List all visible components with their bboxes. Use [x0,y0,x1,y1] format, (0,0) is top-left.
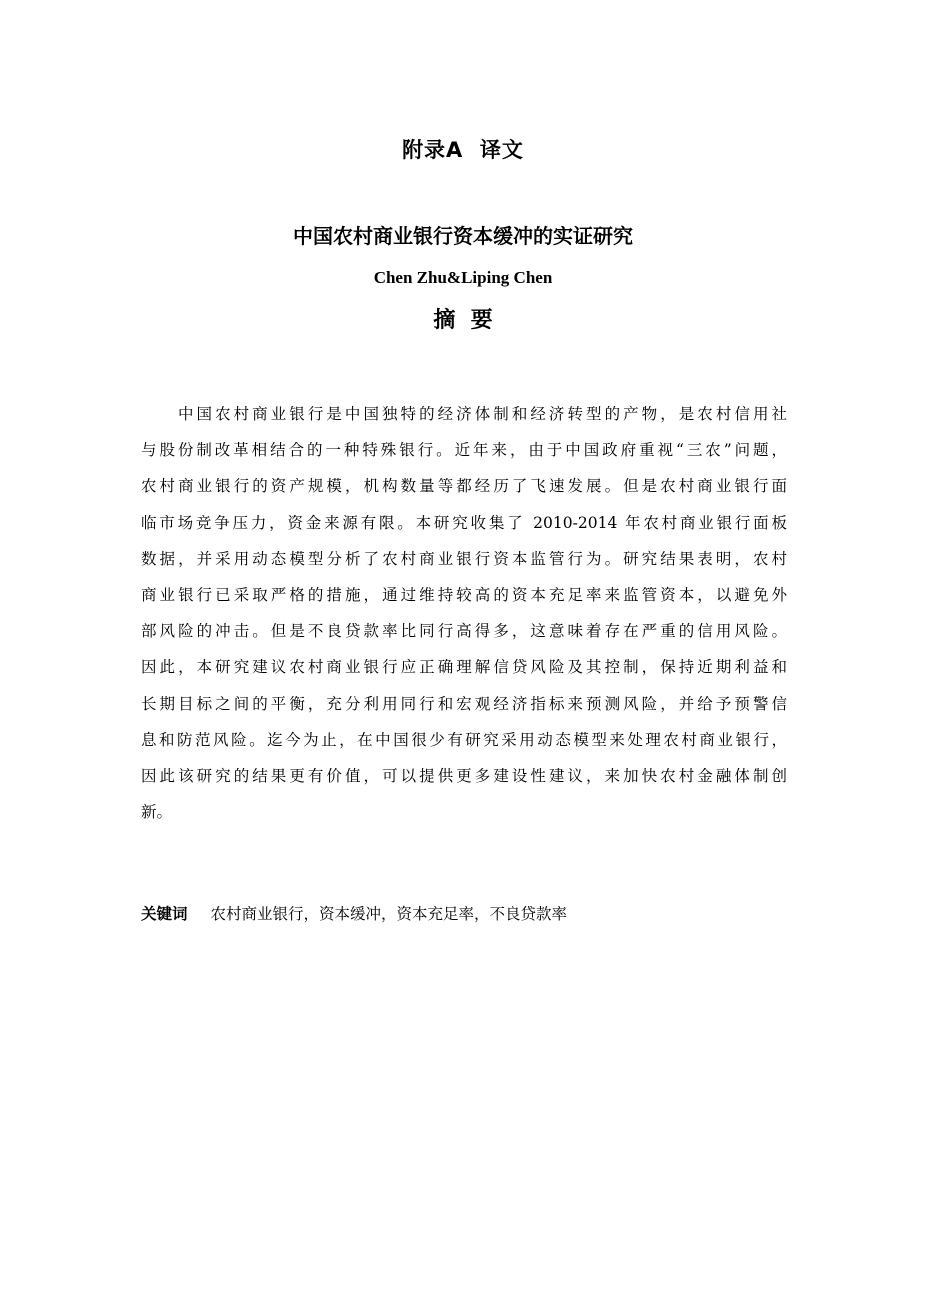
abstract-line: 部风险的冲击。但是不良贷款率比同行高得多，这意味着存在严重的信用风险。 [141,622,787,641]
abstract-line: 商业银行已采取严格的措施，通过维持较高的资本充足率来监管资本，以避免外 [141,585,787,604]
abstract-line: 因此该研究的结果更有价值，可以提供更多建设性建议，来加快农村金融体制创 [141,766,787,785]
abstract-line: 数据，并采用动态模型分析了农村商业银行资本监管行为。研究结果表明，农村 [141,549,787,568]
keywords [141,900,787,928]
abstract-line: 农村商业银行的资产规模，机构数量等都经历了飞速发展。但是农村商业银行面 [141,477,787,496]
abstract-line: 中国农村商业银行是中国独特的经济体制和经济转型的产物，是农村信用社 [178,405,787,423]
keywords-label: 关键词 [141,905,188,923]
abstract-line: 因此，本研究建议农村商业银行应正确理解信贷风险及其控制，保持近期利益和 [141,658,787,677]
abstract-line: 新。 [141,803,173,822]
authors: Chen Zhu&Liping Chen [373,268,553,287]
paper-title: 中国农村商业银行资本缓冲的实证研究 [293,224,633,248]
abstract-heading: 摘 要 [433,308,493,333]
keywords-text: 农村商业银行，资本缓冲，资本充足率，不良贷款率 [210,905,567,923]
abstract-line: 与股份制改革相结合的一种特殊银行。近年来，由于中国政府重视“三农”问题， [141,441,787,460]
abstract-body [141,396,787,830]
abstract-line: 长期目标之间的平衡，充分利用同行和宏观经济指标来预测风险，并给予预警信 [141,694,787,713]
abstract-line: 临市场竞争压力，资金来源有限。本研究收集了 2010-2014 年农村商业银行面板 [141,513,787,532]
appendix-title: 附录A 译文 [402,138,524,162]
abstract-line: 息和防范风险。迄今为止，在中国很少有研究采用动态模型来处理农村商业银行， [141,730,787,749]
